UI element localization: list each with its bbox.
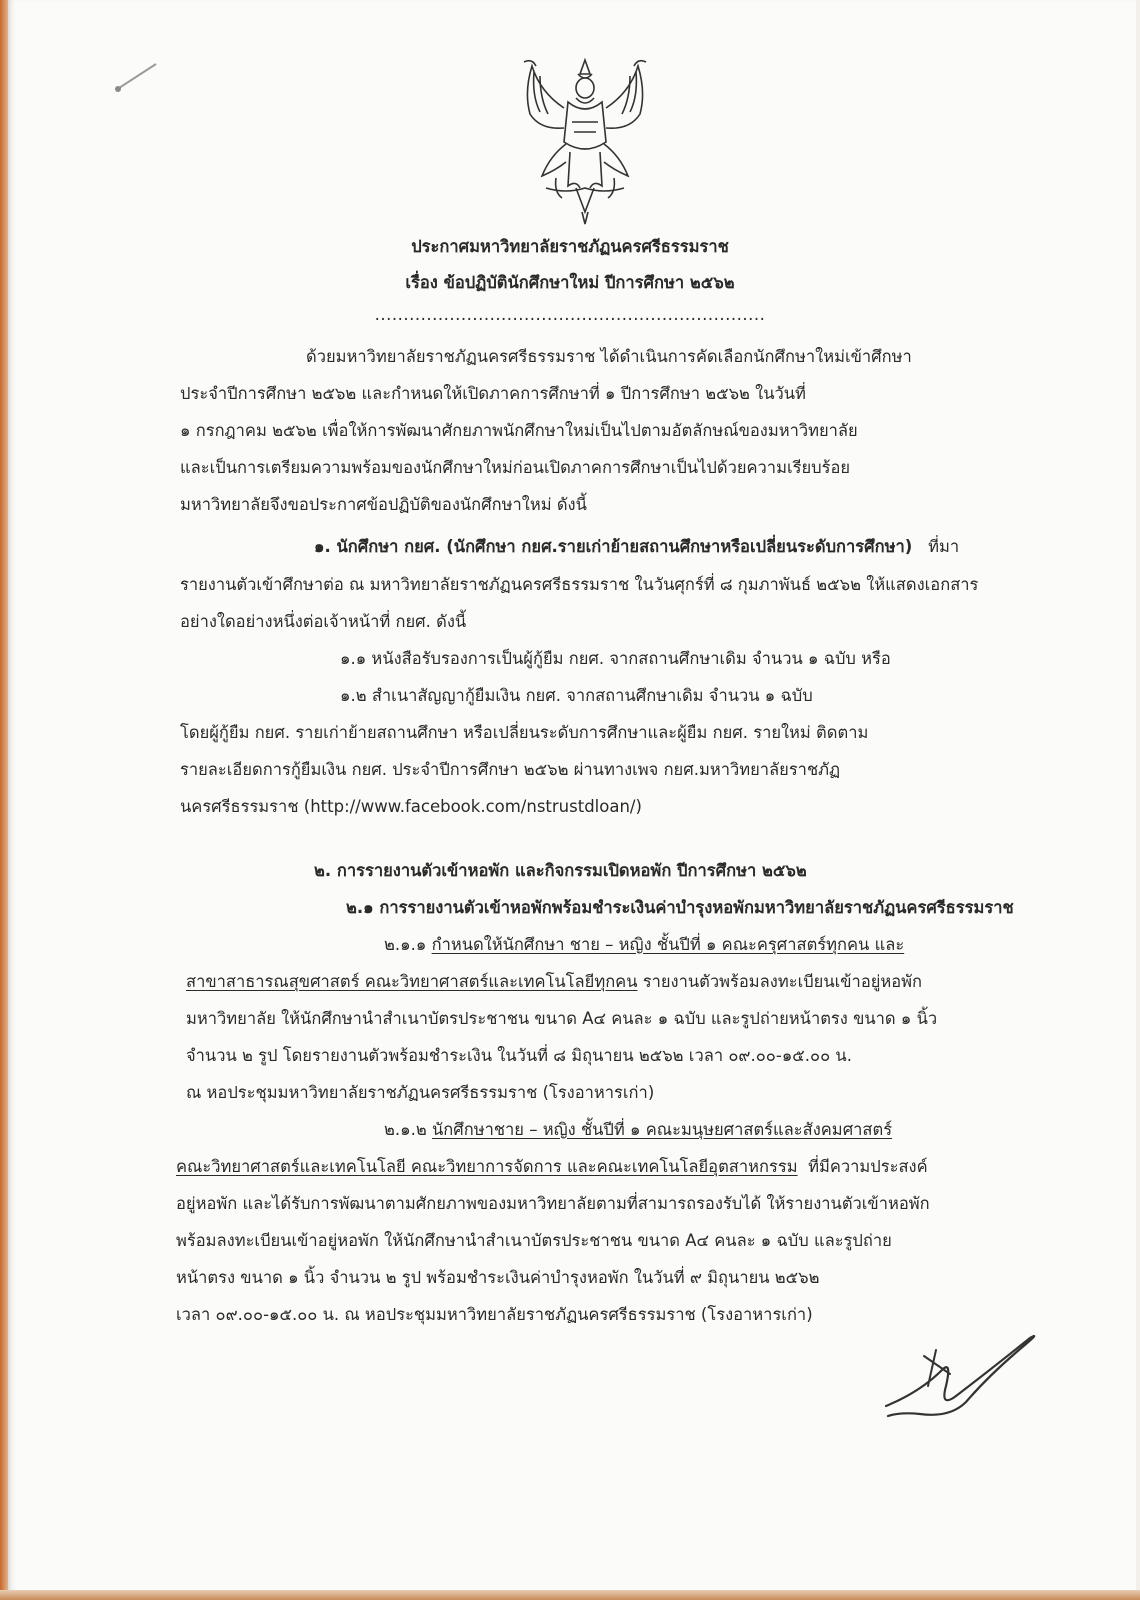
section-1-line-1: รายงานตัวเข้าศึกษาต่อ ณ มหาวิทยาลัยราชภัฏนครศรีธรรมราช ในวันศุกร์ที่ ๘ กุมภาพันธ์ ๒๕๖๒ ให้แสดงเอกสาร [180, 575, 979, 594]
section-1-heading-tail: ที่มา [928, 537, 960, 556]
document-title: ประกาศมหาวิทยาลัยราชภัฏนครศรีธรรมราช [411, 237, 729, 256]
section-1-after-2: รายละเอียดการกู้ยืมเงิน กยศ. ประจำปีการศึกษา ๒๕๖๒ ผ่านทางเพจ กยศ.มหาวิทยาลัยราชภัฏ [180, 760, 841, 779]
intro-line-1: ด้วยมหาวิทยาลัยราชภัฏนครศรีธรรมราช ได้ดำเนินการคัดเลือกนักศึกษาใหม่เข้าศึกษา [306, 347, 912, 366]
section-1-line-2: อย่างใดอย่างหนึ่งต่อเจ้าหน้าที่ กยศ. ดังนี้ [180, 612, 467, 631]
item-2-1-1-line-2 [186, 971, 922, 993]
item-2-1-2-number: ๒.๑.๒ [384, 1120, 427, 1139]
section-1-item-1: ๑.๑ หนังสือรับรองการเป็นผู้กู้ยืม กยศ. จากสถานศึกษาเดิม จำนวน ๑ ฉบับ หรือ [340, 649, 891, 668]
item-2-1-1-line-2-rest: รายงานตัวพร้อมลงทะเบียนเข้าอยู่หอพัก [642, 972, 923, 991]
item-2-1-1-line-1 [384, 934, 904, 956]
item-2-1-2-underlined-2: คณะวิทยาศาสตร์และเทคโนโลยี คณะวิทยาการจัดการ และคณะเทคโนโลยีอุตสาหกรรม [176, 1157, 798, 1176]
intro-line-4: และเป็นการเตรียมความพร้อมของนักศึกษาใหม่ก่อนเปิดภาคการศึกษาเป็นไปด้วยความเรียบร้อย [180, 458, 851, 477]
handwritten-signature [880, 1330, 1050, 1430]
item-2-1-1-number: ๒.๑.๑ [384, 935, 427, 954]
item-2-1-2-line-5: หน้าตรง ขนาด ๑ นิ้ว จำนวน ๒ รูป พร้อมชำระเงินค่าบำรุงหอพัก ในวันที่ ๙ มิถุนายน ๒๕๖๒ [176, 1268, 820, 1287]
item-2-1-1-underlined-1: กำหนดให้นักศึกษา ชาย – หญิง ชั้นปีที่ ๑ คณะครุศาสตร์ทุกคน และ [431, 935, 905, 954]
item-2-1-2-line-6: เวลา ๐๙.๐๐-๑๕.๐๐ น. ณ หอประชุมมหาวิทยาลัยราชภัฏนครศรีธรรมราช (โรงอาหารเก่า) [176, 1305, 813, 1324]
section-1-after-1: โดยผู้กู้ยืม กยศ. รายเก่าย้ายสถานศึกษา หรือเปลี่ยนระดับการศึกษาและผู้ยืม กยศ. รายใหม่ ติดตาม [180, 723, 869, 742]
item-2-1-2-line-1 [384, 1119, 892, 1141]
item-2-1-1-line-5: ณ หอประชุมมหาวิทยาลัยราชภัฏนครศรีธรรมราช (โรงอาหารเก่า) [186, 1083, 655, 1102]
intro-line-2: ประจำปีการศึกษา ๒๕๖๒ และกำหนดให้เปิดภาคการศึกษาที่ ๑ ปีการศึกษา ๒๕๖๒ ในวันที่ [180, 384, 806, 403]
title-divider: .................................................................... [374, 305, 766, 324]
item-2-1-2-line-2 [176, 1156, 928, 1178]
intro-line-3: ๑ กรกฎาคม ๒๕๖๒ เพื่อให้การพัฒนาศักยภาพนักศึกษาใหม่เป็นไปตามอัตลักษณ์ของมหาวิทยาลัย [180, 421, 858, 440]
section-1-after-3: นครศรีธรรมราช (http://www.facebook.com/nstrustdloan/) [180, 797, 642, 816]
item-2-1-2-line-4: พร้อมลงทะเบียนเข้าอยู่หอพัก ให้นักศึกษานำสำเนาบัตรประชาชน ขนาด A๔ คนละ ๑ ฉบับ และรูปถ่าย [176, 1231, 892, 1250]
item-2-1-1-underlined-2: สาขาสาธารณสุขศาสตร์ คณะวิทยาศาสตร์และเทคโนโลยีทุกคน [186, 972, 638, 991]
garuda-emblem-icon [510, 52, 660, 232]
intro-line-5: มหาวิทยาลัยจึงขอประกาศข้อปฏิบัติของนักศึกษาใหม่ ดังนี้ [180, 495, 587, 514]
section-1-heading-line [314, 536, 959, 558]
section-1-item-2: ๑.๒ สำเนาสัญญากู้ยืมเงิน กยศ. จากสถานศึกษาเดิม จำนวน ๑ ฉบับ [340, 686, 813, 705]
item-2-1-2-line-3: อยู่หอพัก และได้รับการพัฒนาตามศักยภาพของมหาวิทยาลัยตามที่สามารถรองรับได้ ให้รายงานตัวเข้าหอพัก [176, 1194, 930, 1213]
item-2-1-2-underlined-1: นักศึกษาชาย – หญิง ชั้นปีที่ ๑ คณะมนุษยศาสตร์และสังคมศาสตร์ [431, 1120, 893, 1139]
section-2-1-heading: ๒.๑ การรายงานตัวเข้าหอพักพร้อมชำระเงินค่าบำรุงหอพักมหาวิทยาลัยราชภัฏนครศรีธรรมราช [346, 898, 1014, 917]
document-subject: เรื่อง ข้อปฏิบัตินักศึกษาใหม่ ปีการศึกษา ๒๕๖๒ [405, 273, 735, 292]
item-2-1-1-line-3: มหาวิทยาลัย ให้นักศึกษานำสำเนาบัตรประชาชน ขนาด A๔ คนละ ๑ ฉบับ และรูปถ่ายหน้าตรง ขนาด ๑ นิ้ว [186, 1009, 938, 1028]
item-2-1-2-line-2-rest: ที่มีความประสงค์ [808, 1157, 928, 1176]
section-1-heading: ๑. นักศึกษา กยศ. (นักศึกษา กยศ.รายเก่าย้ายสถานศึกษาหรือเปลี่ยนระดับการศึกษา) [314, 537, 913, 556]
item-2-1-1-line-4: จำนวน ๒ รูป โดยรายงานตัวพร้อมชำระเงิน ในวันที่ ๘ มิถุนายน ๒๕๖๒ เวลา ๐๙.๐๐-๑๕.๐๐ น. [186, 1046, 852, 1065]
section-2-heading: ๒. การรายงานตัวเข้าหอพัก และกิจกรรมเปิดหอพัก ปีการศึกษา ๒๕๖๒ [314, 861, 807, 880]
staple-mark [112, 58, 162, 98]
paper-edge-bottom [0, 1590, 1140, 1600]
